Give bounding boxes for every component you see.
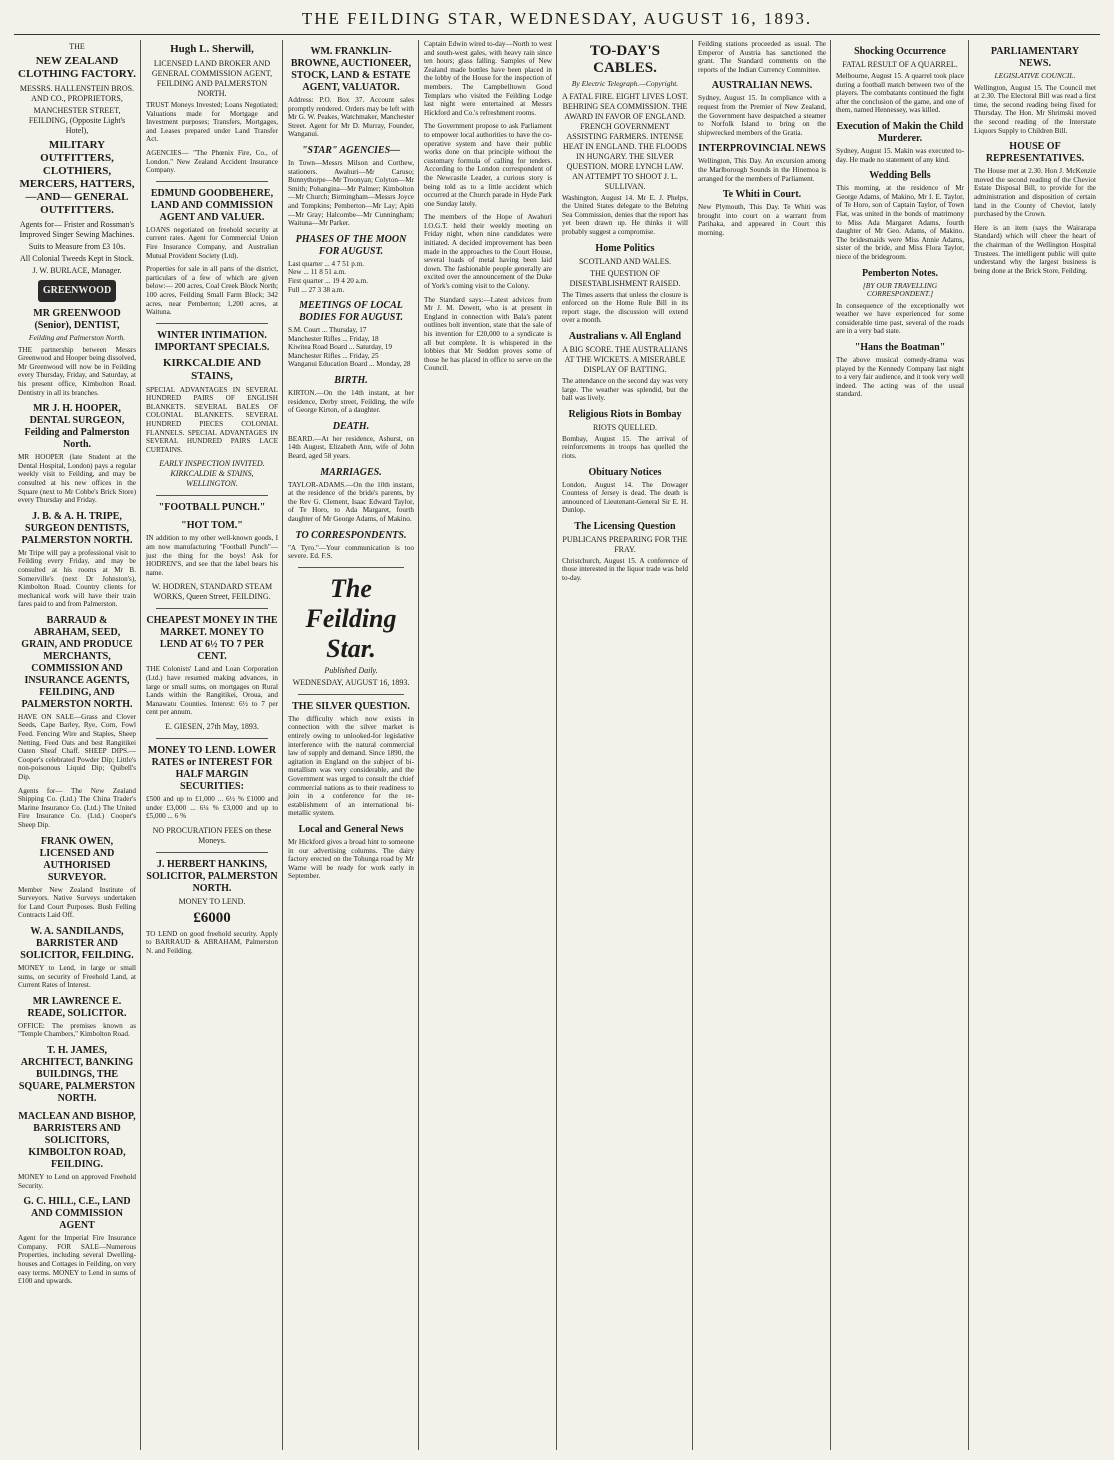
column-rule [418, 40, 419, 1450]
news-body: Bombay, August 15. The arrival of reinforcements in troops has quelled the riots. [562, 434, 688, 460]
news-body: Here is an item (says the Wairarapa Standard) which will cheer the heart of the chairman of the Wellington Hospital Trustees. The intelligent public will quite understand why the largest business is being done at the Brick Store, Feilding. [974, 223, 1096, 275]
news-body: Sydney, August 15. In compliance with a request from the Premier of New Zealand, the Government have despatched a steamer to Norfolk Island to bring on the shipwrecked members of the Gratia. [698, 94, 826, 137]
headline: THE QUESTION OF DISESTABLISHMENT RAISED. [569, 268, 681, 288]
section-title: HOUSE OF REPRESENTATIVES. [985, 141, 1085, 165]
ad-body: THE Colonists' Land and Loan Corporation (Ltd.) have resumed making advances, in large or small sums, on mortgages on Rural Lands within the Rangitikei, Oroua, and Manawatu Counties. Interest: 6½ to 7 per cent per annum. [146, 665, 278, 717]
section-title: Te Whiti in Court. [722, 189, 802, 201]
ad-title: T. H. JAMES, ARCHITECT, BANKING BUILDINGS, THE SQUARE, PALMERSTON NORTH. [18, 1044, 136, 1104]
section-subtitle: LEGISLATIVE COUNCIL. [994, 71, 1076, 80]
ad-body: Agent for the Imperial Fire Insurance Company. FOR SALE—Numerous Properties, including several Dwelling-houses and Cottages in Feilding, on very easy terms. MONEY to Lend in sums of £100 and upwards. [18, 1234, 136, 1286]
ad-subtitle: "HOT TOM." [181, 520, 243, 532]
ad-title: EDMUND GOODBEHERE, LAND AND COMMISSION AGENT AND VALUER. [150, 187, 274, 223]
headline: FATAL RESULT OF A QUARREL. [842, 60, 958, 69]
ad-title: MONEY TO LEND. LOWER RATES or INTEREST FOR HALF MARGIN SECURITIES: [147, 744, 277, 792]
column-2 [142, 40, 282, 1450]
ad-title: CHEAPEST MONEY IN THE MARKET. MONEY TO LEND AT 6½ TO 7 PER CENT. [146, 615, 278, 663]
column-rule [830, 40, 831, 1450]
ad-signature: J. W. BURLACE, Manager. [32, 266, 122, 275]
news-body: Christchurch, August 15. A conference of those interested in the liquor trade was held to-day. [562, 556, 688, 583]
news-body: In consequence of the exceptionally wet weather we have experienced for some considerable time past, several of the roads are in a very bad state. [836, 301, 964, 336]
section-title: TO-DAY'S CABLES. [589, 43, 661, 76]
divider [156, 495, 268, 496]
column-rule [692, 40, 693, 1450]
headline: PUBLICANS PREPARING FOR THE FRAY. [562, 534, 688, 554]
column-rule [556, 40, 557, 1450]
section-title: Pemberton Notes. [861, 267, 939, 279]
ad-body: TO LEND on good freehold security. Apply to BARRAUD & ABRAHAM, Palmerston N. and Feilding. [146, 929, 278, 955]
ad-footer: EARLY INSPECTION INVITED. KIRKCALDIE & STAINS, WELLINGTON. [159, 459, 265, 489]
section-title: MEETINGS OF LOCAL BODIES FOR AUGUST. [298, 300, 403, 324]
news-body: This morning, at the residence of Mr George Adams, of Makino, Mr I. E. Taylor, of Te Horo, son of Captain Taylor, of Town Flat, was united in the bonds of matrimony to Miss Ada Margaret Adams, fourth daughter of Mr Geo. Adams, of Makino. The bridesmaids were Miss Annie Adams, sister of the bride, and Miss Flora Taylor, niece of the bridegroom. [836, 184, 964, 261]
paper-title: The Feilding Star. [305, 573, 397, 663]
section-title: Australians v. All England [568, 330, 682, 342]
ad-title: J. HERBERT HANKINS, SOLICITOR, PALMERSTON NORTH. [146, 858, 278, 894]
news-body: London, August 14. The Dowager Countess of Jersey is dead. The death is announced of Lieutenant-General Sir E. H. Dunlop. [562, 480, 688, 515]
news-body: Sydney, August 15. Makin was executed to-day. He made no statement of any kind. [836, 146, 964, 164]
section-title: Local and General News [298, 823, 404, 835]
divider [156, 323, 268, 324]
ad-body: MR HOOPER (late Student at the Dental Hospital, London) pays a regular weekly visit to Feilding, and may be consulted at his new offices in the Square (next to Mr Cobbe's Brick Store) every Thursday and Friday. [18, 453, 136, 505]
ad-body: Mr Tripe will pay a professional visit to Feilding every Friday, and may be consulted at his rooms at Mr B. Somerville's (next Dr Johnston's), Kimbolton Road. Country clients for mechanical work will have their train fares paid to and from Palmerston. [18, 548, 136, 609]
meeting-row: Manchester Rifles ... Friday, 18 [288, 334, 379, 343]
ad-body: TRUST Moneys Invested; Loans Negotiated; Valuations made for Mortgage and Investment purposes; Transfers, Mortgages, and Leases prepared under Land Transfer Act. [146, 101, 278, 144]
ad-body: MONEY to Lend, in large or small sums, on security of Freehold Land, at Current Rates of Interest. [18, 963, 136, 990]
ad-body: IN addition to my other well-known goods, I am now manufacturing "Football Punch"—just the thing for the boys! Ask for HODREN'S, and see that the label bears his name. [146, 534, 278, 577]
section-title: Shocking Occurrence [854, 46, 946, 57]
ad-body: AGENCIES— "The Phœnix Fire, Co., of London." New Zealand Accident Insurance Company. [146, 148, 278, 175]
column-6 [694, 40, 830, 1450]
section-title: The Licensing Question [574, 520, 676, 532]
news-body: The attendance on the second day was very large. The weather was splendid, but the ball was lively. [562, 376, 688, 403]
headline: RIOTS QUELLED. [593, 422, 657, 432]
moon-row: Last quarter ... 4 7 51 p.m. [288, 259, 365, 268]
meeting-row: Manchester Rifles ... Friday, 25 [288, 351, 379, 360]
section-title: PARLIAMENTARY NEWS. [990, 46, 1080, 69]
ad-title: WM. FRANKLIN-BROWNE, AUCTIONEER, STOCK, LAND & ESTATE AGENT, VALUATOR. [290, 46, 412, 93]
leader-body: The difficulty which now exists in connection with the silver market is entirely owing to unlooked-for legislative interference with the natural commercial law of supply and demand. Since 1890, the agitation in England on the subject of bi-metallism was very considerable, and the Government was urged to consult the chief commercial nations as to their readiness to join in a conference for the re-establishment of an international bi-metallic system. [288, 714, 414, 818]
moon-row: Full ... 27 3 38 a.m. [288, 285, 345, 294]
ad-amount: £6000 [193, 909, 231, 926]
ad-body: NO PROCURATION FEES on these Moneys. [152, 825, 272, 845]
section-title: "Hans the Boatman" [854, 342, 946, 354]
section-title: INTERPROVINCIAL NEWS [698, 143, 826, 155]
column-rule [968, 40, 969, 1450]
section-title: TO CORRESPONDENTS. [295, 529, 407, 541]
column-5 [558, 40, 692, 1450]
divider [298, 567, 404, 568]
column-1 [14, 40, 140, 1450]
section-title: Execution of Makin the Child Murderer. [836, 120, 964, 144]
ad-signature: W. HODREN, STANDARD STEAM WORKS, Queen Street, FEILDING. [151, 582, 273, 602]
section-subtitle: By Electric Telegraph.—Copyright. [571, 79, 679, 88]
news-body: The Standard says:—Latest advices from Mr J. M. Dewett, who is at present in England in connection with Bala's patent outlines bolt invention, state that the sale of his invention for £20,000 to a syndicate is all but complete. It is whispered in the lobbies that Mr Seddon proves some of those he has placed in office to serve on the Council. [424, 295, 552, 373]
ad-owners: MESSRS. HALLENSTEIN BROS. AND CO., PROPRIETORS, [19, 84, 135, 103]
ad-title: WINTER INTIMATION. IMPORTANT SPECIALS. [154, 329, 270, 353]
divider [298, 694, 404, 695]
ad-subtitle: LICENSED LAND BROKER AND GENERAL COMMISSION AGENT, FEILDING AND PALMERSTON NORTH. [151, 59, 273, 98]
ad-body: Properties for sale in all parts of the district, particulars of a few of which are given below:— 200 acres, Coal Creek Block North; 100 acres, Feilding Small Farm Block; 342 acres, near Pemberton; 1,200 acres, at Waituna. [146, 265, 278, 317]
ad-rates: £500 and up to £1,000 ... 6½ % £1000 and under £3,000 ... 6¼ % £3,000 and up to £5,000 ... 6 % [146, 794, 278, 821]
ad-text: Agents for— Frister and Rossman's Improved Singer Sewing Machines. [19, 220, 135, 239]
paper-date: WEDNESDAY, AUGUST 16, 1893. [292, 677, 410, 687]
news-body: Feilding stations proceeded as usual. The Emperor of Austria has sanctioned the grant. The Standard comments on the reports of the Indian Currency Committee. [698, 40, 826, 74]
section-subtitle: SCOTLAND AND WALES. [578, 256, 672, 266]
ad-title: NEW ZEALAND CLOTHING FACTORY. [18, 55, 136, 80]
meeting-row: S.M. Court ... Thursday, 17 [288, 326, 367, 335]
ad-body: SPECIAL ADVANTAGES IN SEVERAL HUNDRED PAIRS OF ENGLISH BLANKETS. SEVERAL BALES OF COLONIAL BLANKETS. SEVERAL HUNDRED PIECES COLONIAL FLANNELS. SPECIAL ADVANTAGES IN SEVERAL HUNDRED PAIRS LACE CURTAINS. [146, 385, 278, 454]
section-title: BIRTH. [334, 375, 368, 387]
news-body: Wellington, August 15. The Council met at 2.30. The Electoral Bill was read a first time, the second reading being fixed for Thursday. The Hon. Mr Shrimski moved the second reading of the Interstate Liquors Supply to Children Bill. [974, 83, 1096, 135]
column-8 [970, 40, 1100, 1450]
ad-title: MACLEAN AND BISHOP, BARRISTERS AND SOLICITORS, KIMBOLTON ROAD, FEILDING. [18, 1110, 136, 1170]
news-body: The members of the Hope of Awahuri I.O.G.T. held their weekly meeting on Friday night, when nine candidates were initiated. A decided improvement has been made in the approaches to the Court House, several loads of metal having been laid down. The fashionable people generally are excited over the announcement of the Duke of York's coming visit to the Colony. [424, 213, 552, 291]
section-title: Wedding Bells [869, 170, 931, 182]
ad-title: J. B. & A. H. TRIPE, SURGEON DENTISTS, PALMERSTON NORTH. [21, 510, 133, 546]
ad-title: W. A. SANDILANDS, BARRISTER AND SOLICITOR, FEILDING. [20, 925, 134, 961]
leader-title: THE SILVER QUESTION. [292, 700, 410, 712]
news-body: Wellington, This Day. An excursion among the Marlborough Sounds in the Hinemoa is arranged for the members of Parliament. [698, 157, 826, 183]
section-title: Obituary Notices [588, 466, 662, 478]
news-body: Mr Hickford gives a broad hint to someone in our advertising columns. The dairy factory erected on the Tohunga road by Mr Warne will be ready for work early in September. [288, 837, 414, 881]
ad-subtitle: Feilding and Palmerston North. [28, 333, 126, 342]
column-3 [284, 40, 418, 1450]
news-body: Melbourne, August 15. A quarrel took place during a football match between two of the players. The combatants continued the fight after the conclusion of the game, and one of them, named Hennessey, was killed. [836, 72, 964, 115]
section-title: MARRIAGES. [320, 466, 382, 478]
section-title: "STAR" AGENCIES— [301, 144, 401, 156]
section-title: PHASES OF THE MOON FOR AUGUST. [295, 233, 407, 257]
divider [156, 852, 268, 853]
divider [156, 738, 268, 739]
notice-body: BEARD.—At her residence, Ashurst, on 14th August, Elizabeth Ann, wife of John Beard, aged 58 years. [288, 434, 414, 461]
paper-subtitle: Published Daily. [324, 665, 378, 675]
ad-title: Hugh L. Sherwill, [170, 43, 254, 55]
meeting-row: Kiwitea Road Board ... Saturday, 19 [288, 343, 392, 352]
section-title: DEATH. [332, 420, 370, 432]
divider [156, 608, 268, 609]
moon-row: First quarter ... 19 4 20 a.m. [288, 276, 369, 285]
ad-text: All Colonial Tweeds Kept in Stock. [20, 254, 134, 263]
ad-body: THE partnership between Messrs Greenwood and Hooper being dissolved, Mr Greenwood will now be in Feilding every Thursday, Friday, and Saturday, at his present office, Kimbolton Road. Dentistry in all its branches. [18, 345, 136, 397]
ad-trades: MILITARY OUTFITTERS, CLOTHIERS, MERCERS, HATTERS, —AND— GENERAL OUTFITTERS. [19, 139, 135, 216]
ad-body: MONEY to Lend on approved Freehold Security. [18, 1172, 136, 1190]
section-title: AUSTRALIAN NEWS. [711, 80, 813, 92]
ad-body: LOANS negotiated on freehold security at current rates. Agent for Commercial Union Fire Insurance Company, and Australian Mutual Provident Society (Ltd). [146, 225, 278, 260]
ad-body: OFFICE: The premises known as "Temple Chambers," Kimbolton Road. [18, 1021, 136, 1039]
dentist-logo: GREENWOOD [38, 280, 116, 302]
ad-title: MR J. H. HOOPER, DENTAL SURGEON, Feilding and Palmerston North. [24, 403, 130, 451]
news-body: New Plymouth, This Day. Te Whiti was brought into court on a warrant from Parihaka, and appeared in Court this morning. [698, 203, 826, 237]
section-title: Religious Riots in Bombay [568, 408, 682, 420]
column-7 [832, 40, 968, 1450]
ad-kicker: THE [69, 42, 85, 51]
moon-row: New ... 11 8 51 a.m. [288, 268, 347, 277]
news-body: The House met at 2.30. Hon J. McKenzie moved the second reading of the Cheviot Estate Disposal Bill, to provide for the administration and disposition of certain land in the County of Cheviot, lately purchased by the Crown. [974, 167, 1096, 219]
news-body: The Times asserts that unless the closure is enforced on the Home Rule Bill in its report stage, the discussion will extend over a month. [562, 290, 688, 325]
ad-title: MR GREENWOOD (Senior), DENTIST, [33, 308, 121, 331]
ad-title: FRANK OWEN, LICENSED AND AUTHORISED SURVEYOR. [39, 835, 115, 883]
ad-body: HAVE ON SALE—Grass and Clover Seeds, Cape Barley, Rye, Corn, Fowl Feed. Fencing Wire and Staples, Sheep Netting. Feed Oats and best Rangitikei Oaten Sheaf Chaff. SHEEP DIPS.—Cooper's celebrated Powder Dip; Little's non-poisonous Liquid Dip; Quibell's Dip. [18, 712, 136, 782]
ad-title: "FOOTBALL PUNCH." [158, 502, 266, 514]
ad-body: Address: P.O. Box 37. Account sales promptly rendered. Orders may be left with Mr G. W. Peakes, Watchmaker, Manchester Street. Agent for Mr D. Murray, Founder, Wanganui. [288, 96, 414, 139]
ad-address: MANCHESTER STREET, FEILDING, (Opposite Light's Hotel), [28, 106, 126, 135]
section-title: Home Politics [595, 242, 655, 254]
section-subtitle: [BY OUR TRAVELLING CORRESPONDENT.] [862, 280, 938, 299]
divider [156, 181, 268, 182]
ad-body: MONEY TO LEND. [178, 896, 246, 906]
headline: A BIG SCORE. THE AUSTRALIANS AT THE WICKETS. A MISERABLE DISPLAY OF BATTING. [562, 344, 688, 374]
ad-text: Suits to Measure from £3 10s. [28, 242, 126, 251]
notice-body: KIRTON.—On the 14th instant, at her residence, Derby street, Feilding, the wife of George Kirton, of a daughter. [288, 389, 414, 415]
news-body: The Government propose to ask Parliament to empower local authorities to have the co-operative system and have their public works done on that principle without the customary formula of calling for tenders. According to the London correspondent of the Newcastle Leader, a curious story is being told as to a little accident which occurred at the Church parade in Hyde Park one Sunday lately. [424, 122, 552, 208]
news-body: Captain Edwin wired to-day—North to west and south-west gales, with heavy rain since ten hours; glass falling. Samples of New Zealand made bottles have been placed in the lobby of the House for the inspection of members. The Campbelltown Good Templars who visited the Feilding Lodge last night were entertained at Messrs Hickford and Co.'s refreshment rooms. [424, 40, 552, 117]
notice-body: "A Tyro."—Your communication is too severe. Ed. F.S. [288, 543, 414, 561]
meeting-row: Wanganui Education Board ... Monday, 28 [288, 360, 411, 369]
ad-title: BARRAUD & ABRAHAM, SEED, GRAIN, AND PRODUCE MERCHANTS, COMMISSION AND INSURANCE AGENTS, FEILDING, AND PALMERSTON NORTH. [21, 614, 133, 710]
ad-signature: E. GIESEN, 27th May, 1893. [165, 721, 259, 731]
column-rule [282, 40, 283, 1450]
ad-firm: KIRKCALDIE AND STAINS, [162, 356, 262, 382]
column-rule [140, 40, 141, 1450]
masthead: THE FEILDING STAR, WEDNESDAY, AUGUST 16, 1893. [14, 4, 1100, 35]
ad-body: Member New Zealand Institute of Surveyors. Native Surveys undertaken for Land Court Purposes. Bush Felling Contracts Laid Off. [18, 885, 136, 920]
agency-list: In Town—Messrs Milson and Corthew, stationers. Awahuri—Mr Caruso; Bunnythorpe—Mr Troonyan; Colyton—Mr Smith; Pohangina—Mr Palmer; Kimbolton—Mr Church; Birmingham—Messrs Joyce and Tompkins; Pemberton—Mr Lay; Apiti—Mr Gray; Halcombe—Mr Cunningham; Waituna—Mr Parker. [288, 158, 414, 228]
notice-body: TAYLOR-ADAMS.—On the 10th instant, at the residence of the bride's parents, by the Rev G. Clement, Isaac Edward Taylor, of Te Horo, to Ada Margaret, fourth daughter of Mr George Adams, of Makino. [288, 480, 414, 523]
ad-body: Agents for— The New Zealand Shipping Co. (Ltd.) The China Trader's Marine Insurance Co. (Ltd.) The United Fire Insurance Co. (Ltd.) Cooper's Sheep Dip. [18, 786, 136, 829]
ad-title: G. C. HILL, C.E., LAND AND COMMISSION AGENT [23, 1196, 131, 1232]
news-body: The above musical comedy-drama was played by the Kennedy Company last night to a very fair audience, and it took very well indeed. The acting was of the usual standard. [836, 356, 964, 399]
ad-title: MR LAWRENCE E. READE, SOLICITOR. [27, 995, 127, 1019]
cable-headlines: A FATAL FIRE. EIGHT LIVES LOST. BEHRING SEA COMMISSION. THE AWARD IN FAVOR OF ENGLAND. FRENCH GOVERNMENT ASSISTING FARMERS. INTENSE HEAT IN ENGLAND. THE FLOODS IN HUNGARY. THE SILVER QUESTION. MORE LYNCH LAW. AN ATTEMPT TO SHOOT J. L. SULLIVAN. [562, 91, 688, 191]
column-4 [420, 40, 556, 1450]
cable-body: Washington, August 14. Mr E. J. Phelps, the United States delegate to the Behring Sea Commission, denies that the report has yet been drawn up. He thinks it will probably suggest a compromise. [562, 193, 688, 236]
